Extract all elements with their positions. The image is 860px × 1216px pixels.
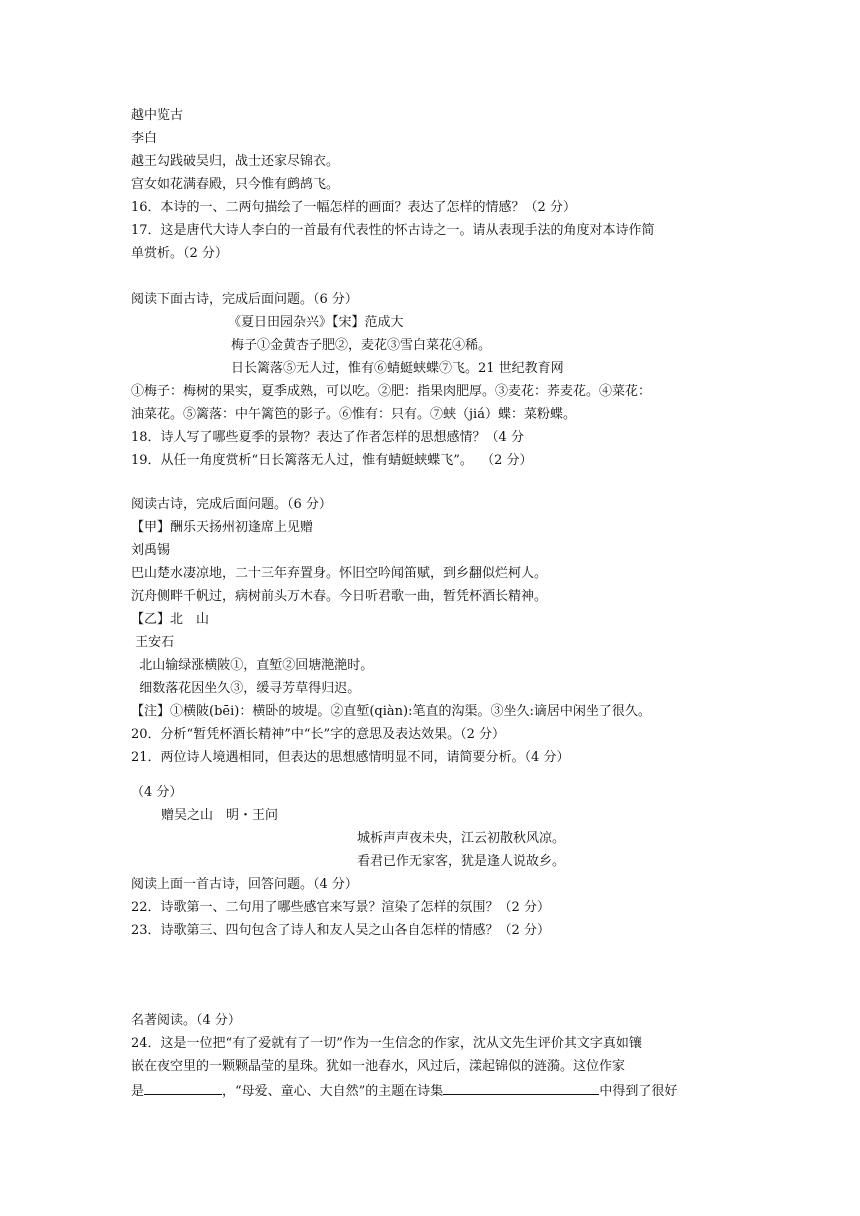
poem4-line1: 城柝声声夜未央，江云初散秋风凉。 <box>357 831 566 846</box>
poem3-jia-title: 【甲】酬乐天扬州初逢席上见赠 <box>131 520 314 535</box>
poem2-line1: 梅子①金黄杏子肥②，麦花③雪白菜花④稀。 <box>231 338 492 353</box>
poem1-title: 越中览古 <box>131 108 184 123</box>
poem3-intro: 阅读古诗，完成后面问题。（6 分） <box>131 497 332 512</box>
question-24-line2: 嵌在夜空里的一颗颗晶莹的星珠。犹如一池春水，风过后，漾起锦似的涟漪。这位作家 <box>131 1059 626 1074</box>
poem2-title: 《夏日田园杂兴》【宋】范成大 <box>228 315 404 330</box>
answer-blank-author[interactable] <box>144 1082 222 1095</box>
poem3-yi-author: 王安石 <box>131 635 175 650</box>
question-19: 19．从任一角度赏析“日长篱落无人过，惟有蜻蜓蛱蝶飞”。 （2 分） <box>131 453 533 468</box>
poem3-yi-title: 【乙】北 山 <box>131 612 210 627</box>
poem1-line1: 越王勾践破吴归，战士还家尽锦衣。 <box>131 154 340 169</box>
q24-text-b: ，“母爱、童心、大自然”的主题在诗集 <box>222 1084 444 1099</box>
poem3-jia-line1: 巴山楚水凄凉地，二十三年弃置身。怀旧空吟闻笛赋，到乡翻似烂柯人。 <box>131 566 548 581</box>
poem2-note-line2: 油菜花。⑤篱落：中午篱笆的影子。⑥惟有：只有。⑦蛱（jiá）蝶：菜粉蝶。 <box>131 407 576 422</box>
poem2-line2: 日长篱落⑤无人过，惟有⑥蜻蜓蛱蝶⑦飞。21 世纪教育网 <box>231 361 564 376</box>
q24-text-c: 中得到了很好 <box>599 1084 678 1099</box>
poem3-yi-line1: 北山输绿涨横陂①，直堑②回塘滟滟时。 <box>131 658 374 673</box>
question-23: 23．诗歌第三、四句包含了诗人和友人吴之山各自怎样的情感？（2 分） <box>131 923 550 938</box>
question-21: 21．两位诗人境遇相同，但表达的思想感情明显不同，请简要分析。（4 分） <box>131 750 570 765</box>
poem1-author: 李白 <box>131 131 158 146</box>
question-24-line1: 24．这是一位把“有了爱就有了一切”作为一生信念的作家，沈从文先生评价其文字真如镶 <box>131 1036 642 1051</box>
poem1-line2: 宫女如花满春殿，只今惟有鹧鸪飞。 <box>131 177 340 192</box>
question-17-line1: 17．这是唐代大诗人李白的一首最有代表性的怀古诗之一。请从表现手法的角度对本诗作简 <box>131 223 655 238</box>
answer-blank-collection[interactable] <box>443 1082 599 1095</box>
question-18: 18．诗人写了哪些夏季的景物？表达了作者怎样的思想感情？（4 分 <box>131 430 524 445</box>
poem3-yi-line2: 细数落花因坐久③，缓寻芳草得归迟。 <box>131 681 361 696</box>
classic-intro: 名著阅读。（4 分） <box>131 1013 241 1028</box>
question-22: 22．诗歌第一、二句用了哪些感官来写景？渲染了怎样的氛围？（2 分） <box>131 900 550 915</box>
poem3-jia-line2: 沉舟侧畔千帆过，病树前头万木春。今日听君歌一曲，暂凭杯酒长精神。 <box>131 589 548 604</box>
poem3-jia-author: 刘禹锡 <box>131 543 171 558</box>
poem3-note: 【注】①横陂(bēi)：横卧的坡堤。②直堑(qiàn):笔直的沟渠。③坐久:谪居中闲坐了很久。 <box>131 704 651 719</box>
question-16: 16．本诗的一、二两句描绘了一幅怎样的画面？表达了怎样的情感？（2 分） <box>131 200 576 215</box>
q24-text-a: 是 <box>131 1084 145 1099</box>
question-20: 20．分析“暂凭杯酒长精神”中“长”字的意思及表达效果。（2 分） <box>131 727 506 742</box>
question-17-line2: 单赏析。（2 分） <box>131 246 228 261</box>
poem4-title: 赠吴之山 明・王问 <box>161 808 279 823</box>
question-24-line3 <box>131 1082 677 1100</box>
poem4-line2: 看君已作无家客，犹是逢人说故乡。 <box>357 854 566 869</box>
poem2-intro: 阅读下面古诗，完成后面问题。（6 分） <box>131 292 358 307</box>
poem4-intro: 阅读上面一首古诗，回答问题。（4 分） <box>131 877 358 892</box>
poem4-score: （4 分） <box>131 785 183 800</box>
poem2-note-line1: ①梅子：梅树的果实，夏季成熟，可以吃。②肥：指果肉肥厚。③麦花：荞麦花。④菜花： <box>131 384 652 399</box>
